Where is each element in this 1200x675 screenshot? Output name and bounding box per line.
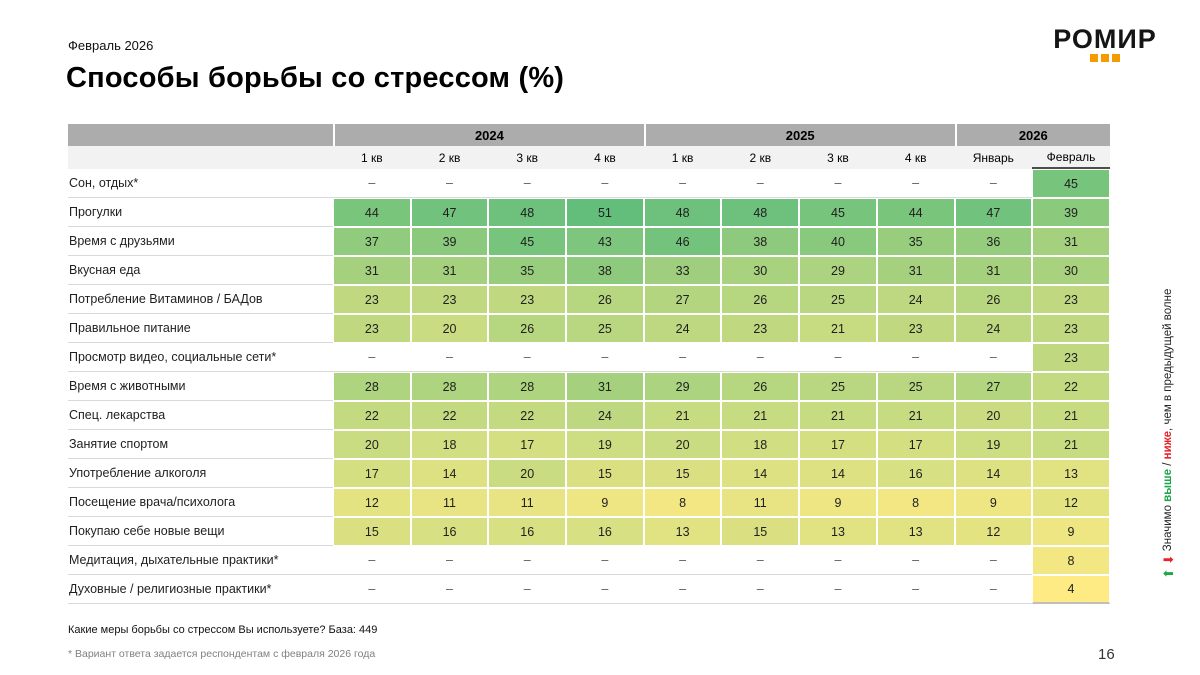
value-cell: 47 (955, 198, 1033, 227)
value-cell: 13 (644, 517, 722, 546)
value-cell: 23 (411, 285, 489, 314)
value-cell: 38 (721, 227, 799, 256)
column-header: 2 кв (438, 150, 461, 165)
row-label: Прогулки (68, 198, 333, 227)
value-cell: 14 (799, 459, 877, 488)
value-cell: 48 (721, 198, 799, 227)
value-cell: 21 (877, 401, 955, 430)
value-cell: 44 (877, 198, 955, 227)
value-cell: 15 (333, 517, 411, 546)
value-cell: 24 (644, 314, 722, 343)
romir-logo-dots-icon (1042, 54, 1168, 62)
value-cell: – (721, 343, 799, 372)
value-cell: – (333, 575, 411, 604)
value-cell: 19 (955, 430, 1033, 459)
value-cell: 45 (799, 198, 877, 227)
value-cell: 48 (488, 198, 566, 227)
value-cell: – (877, 169, 955, 198)
down-arrow-icon: ⬇ (1160, 554, 1176, 566)
value-cell: 29 (644, 372, 722, 401)
value-cell: 45 (488, 227, 566, 256)
value-cell: 26 (721, 372, 799, 401)
value-cell: – (566, 546, 644, 575)
value-cell: 16 (488, 517, 566, 546)
row-label: Потребление Витаминов / БАДов (68, 285, 333, 314)
table-row (68, 430, 1110, 459)
row-label: Время с животными (68, 372, 333, 401)
value-cell: 31 (411, 256, 489, 285)
value-cell: 13 (877, 517, 955, 546)
value-cell: – (644, 343, 722, 372)
value-cell: – (877, 575, 955, 604)
value-cell: 11 (721, 488, 799, 517)
value-cell: 27 (955, 372, 1033, 401)
value-cell: 22 (1032, 372, 1110, 401)
value-cell: 35 (488, 256, 566, 285)
value-cell: 48 (644, 198, 722, 227)
value-cell: 35 (877, 227, 955, 256)
value-cell: 44 (333, 198, 411, 227)
table-row (68, 401, 1110, 430)
value-cell: 26 (488, 314, 566, 343)
value-cell: 28 (411, 372, 489, 401)
value-cell: – (955, 546, 1033, 575)
value-cell: 9 (1032, 517, 1110, 546)
asterisk-footnote: * Вариант ответа задается респондентам с февраля 2026 года (68, 648, 376, 660)
table-row (68, 198, 1110, 227)
row-label: Медитация, дыхательные практики* (68, 546, 333, 575)
value-cell: – (488, 546, 566, 575)
logo-dot-icon (1112, 54, 1120, 62)
year-header-spacer (68, 124, 333, 146)
row-label: Вкусная еда (68, 256, 333, 285)
value-cell: 31 (1032, 227, 1110, 256)
value-cell: – (877, 546, 955, 575)
column-header: 4 кв (904, 150, 927, 165)
value-cell: 26 (955, 285, 1033, 314)
value-cell: 30 (721, 256, 799, 285)
value-cell: 47 (411, 198, 489, 227)
value-cell: 8 (877, 488, 955, 517)
value-cell: 15 (644, 459, 722, 488)
column-header: Февраль (1032, 146, 1110, 169)
value-cell: 18 (411, 430, 489, 459)
column-header: 1 кв (671, 150, 694, 165)
value-cell: 31 (566, 372, 644, 401)
value-cell: 31 (877, 256, 955, 285)
value-cell: 17 (333, 459, 411, 488)
value-cell: 17 (877, 430, 955, 459)
value-cell: 13 (799, 517, 877, 546)
value-cell: 12 (1032, 488, 1110, 517)
value-cell: 23 (721, 314, 799, 343)
row-label: Сон, отдых* (68, 169, 333, 198)
value-cell: – (644, 169, 722, 198)
value-cell: 14 (955, 459, 1033, 488)
legend-suffix: , чем в предыдущей волне (1162, 288, 1174, 431)
value-cell: – (411, 343, 489, 372)
value-cell: – (644, 575, 722, 604)
value-cell: 27 (644, 285, 722, 314)
value-cell: – (721, 169, 799, 198)
value-cell: 25 (877, 372, 955, 401)
value-cell: – (488, 169, 566, 198)
value-cell: 25 (799, 285, 877, 314)
value-cell: 22 (333, 401, 411, 430)
value-cell: 15 (721, 517, 799, 546)
period-header-spacer (68, 146, 333, 169)
value-cell: – (799, 343, 877, 372)
value-cell: 23 (333, 285, 411, 314)
value-cell: 12 (333, 488, 411, 517)
row-label: Время с друзьями (68, 227, 333, 256)
value-cell: 39 (411, 227, 489, 256)
row-label: Правильное питание (68, 314, 333, 343)
value-cell: – (955, 343, 1033, 372)
row-label: Духовные / религиозные практики* (68, 575, 333, 604)
legend-separator: / (1162, 459, 1174, 469)
value-cell: 26 (566, 285, 644, 314)
table-row (68, 227, 1110, 256)
table-row (68, 488, 1110, 517)
column-header: 3 кв (827, 150, 849, 165)
value-cell: 25 (566, 314, 644, 343)
value-cell: 17 (488, 430, 566, 459)
value-cell: 24 (566, 401, 644, 430)
value-cell: 22 (488, 401, 566, 430)
table-row (68, 517, 1110, 546)
value-cell: 29 (799, 256, 877, 285)
romir-logo-text: РОМИР (1053, 24, 1157, 54)
value-cell: 9 (799, 488, 877, 517)
value-cell: – (411, 169, 489, 198)
year-header-2025: 2025 (644, 124, 955, 146)
value-cell: 26 (721, 285, 799, 314)
value-cell: 20 (955, 401, 1033, 430)
logo-dot-icon (1101, 54, 1109, 62)
page-title: Способы борьбы со стрессом (%) (66, 62, 565, 94)
logo-dot-icon (1090, 54, 1098, 62)
value-cell: 36 (955, 227, 1033, 256)
row-label: Спец. лекарства (68, 401, 333, 430)
up-arrow-icon: ⬆ (1160, 568, 1176, 579)
value-cell: 31 (955, 256, 1033, 285)
year-header-2024: 2024 (333, 124, 644, 146)
value-cell: 12 (955, 517, 1033, 546)
value-cell: – (411, 575, 489, 604)
value-cell: 23 (488, 285, 566, 314)
period-header-row (68, 146, 1110, 169)
value-cell: 9 (955, 488, 1033, 517)
value-cell: 21 (721, 401, 799, 430)
value-cell: 20 (644, 430, 722, 459)
value-cell: 16 (877, 459, 955, 488)
value-cell: 21 (799, 314, 877, 343)
stress-methods-table (68, 124, 1110, 604)
value-cell: – (955, 575, 1033, 604)
value-cell: 45 (1032, 169, 1110, 198)
value-cell: 9 (566, 488, 644, 517)
row-label: Посещение врача/психолога (68, 488, 333, 517)
date-label: Февраль 2026 (68, 38, 154, 53)
value-cell: 14 (721, 459, 799, 488)
legend-lower: ниже (1162, 430, 1174, 460)
table-row (68, 459, 1110, 488)
value-cell: – (333, 343, 411, 372)
value-cell: – (877, 343, 955, 372)
value-cell: – (333, 546, 411, 575)
value-cell: 8 (644, 488, 722, 517)
row-label: Употребление алкоголя (68, 459, 333, 488)
value-cell: 20 (488, 459, 566, 488)
table-row (68, 343, 1110, 372)
value-cell: 21 (1032, 430, 1110, 459)
value-cell: – (566, 575, 644, 604)
value-cell: – (955, 169, 1033, 198)
legend-prefix: Значимо (1162, 501, 1174, 552)
value-cell: – (799, 546, 877, 575)
value-cell: 46 (644, 227, 722, 256)
year-header-row (68, 124, 1110, 146)
column-header: 2 кв (749, 150, 772, 165)
value-cell: 39 (1032, 198, 1110, 227)
value-cell: 15 (566, 459, 644, 488)
value-cell: – (799, 575, 877, 604)
value-cell: 20 (333, 430, 411, 459)
table-row (68, 546, 1110, 575)
value-cell: 28 (488, 372, 566, 401)
value-cell: 20 (411, 314, 489, 343)
row-label: Покупаю себе новые вещи (68, 517, 333, 546)
value-cell: 21 (644, 401, 722, 430)
table-row (68, 372, 1110, 401)
column-header: 1 кв (361, 150, 383, 165)
legend-higher: выше (1162, 468, 1174, 502)
significance-legend-text (1162, 289, 1174, 552)
romir-logo (1042, 26, 1168, 62)
table-row (68, 256, 1110, 285)
survey-question-footnote: Какие меры борьбы со стрессом Вы используете? База: 449 (68, 624, 378, 636)
value-cell: – (566, 343, 644, 372)
value-cell: 16 (411, 517, 489, 546)
value-cell: 21 (799, 401, 877, 430)
year-header-2026: 2026 (955, 124, 1110, 146)
value-cell: 8 (1032, 546, 1110, 575)
value-cell: 28 (333, 372, 411, 401)
value-cell: 16 (566, 517, 644, 546)
value-cell: 23 (333, 314, 411, 343)
row-label: Занятие спортом (68, 430, 333, 459)
table-row (68, 169, 1110, 198)
value-cell: 40 (799, 227, 877, 256)
table-body (68, 169, 1110, 604)
value-cell: 4 (1032, 575, 1110, 604)
value-cell: 17 (799, 430, 877, 459)
value-cell: 23 (1032, 285, 1110, 314)
value-cell: 11 (411, 488, 489, 517)
value-cell: – (721, 546, 799, 575)
value-cell: – (799, 169, 877, 198)
value-cell: 33 (644, 256, 722, 285)
value-cell: 23 (1032, 314, 1110, 343)
value-cell: 21 (1032, 401, 1110, 430)
value-cell: – (566, 169, 644, 198)
value-cell: 25 (799, 372, 877, 401)
value-cell: 19 (566, 430, 644, 459)
significance-legend (1157, 219, 1179, 579)
value-cell: 31 (333, 256, 411, 285)
value-cell: – (411, 546, 489, 575)
column-header: 3 кв (516, 150, 539, 165)
table-row (68, 314, 1110, 343)
value-cell: 51 (566, 198, 644, 227)
value-cell: 11 (488, 488, 566, 517)
value-cell: 22 (411, 401, 489, 430)
column-header: 4 кв (594, 150, 616, 165)
page-number: 16 (1098, 646, 1115, 663)
value-cell: 37 (333, 227, 411, 256)
value-cell: 23 (1032, 343, 1110, 372)
value-cell: – (488, 343, 566, 372)
table-row (68, 575, 1110, 604)
value-cell: 24 (877, 285, 955, 314)
value-cell: 13 (1032, 459, 1110, 488)
value-cell: – (488, 575, 566, 604)
value-cell: – (644, 546, 722, 575)
row-label: Просмотр видео, социальные сети* (68, 343, 333, 372)
value-cell: 18 (721, 430, 799, 459)
table-row (68, 285, 1110, 314)
value-cell: 14 (411, 459, 489, 488)
value-cell: – (721, 575, 799, 604)
value-cell: 24 (955, 314, 1033, 343)
value-cell: 38 (566, 256, 644, 285)
value-cell: – (333, 169, 411, 198)
value-cell: 30 (1032, 256, 1110, 285)
column-header: Январь (972, 150, 1014, 165)
value-cell: 23 (877, 314, 955, 343)
value-cell: 43 (566, 227, 644, 256)
